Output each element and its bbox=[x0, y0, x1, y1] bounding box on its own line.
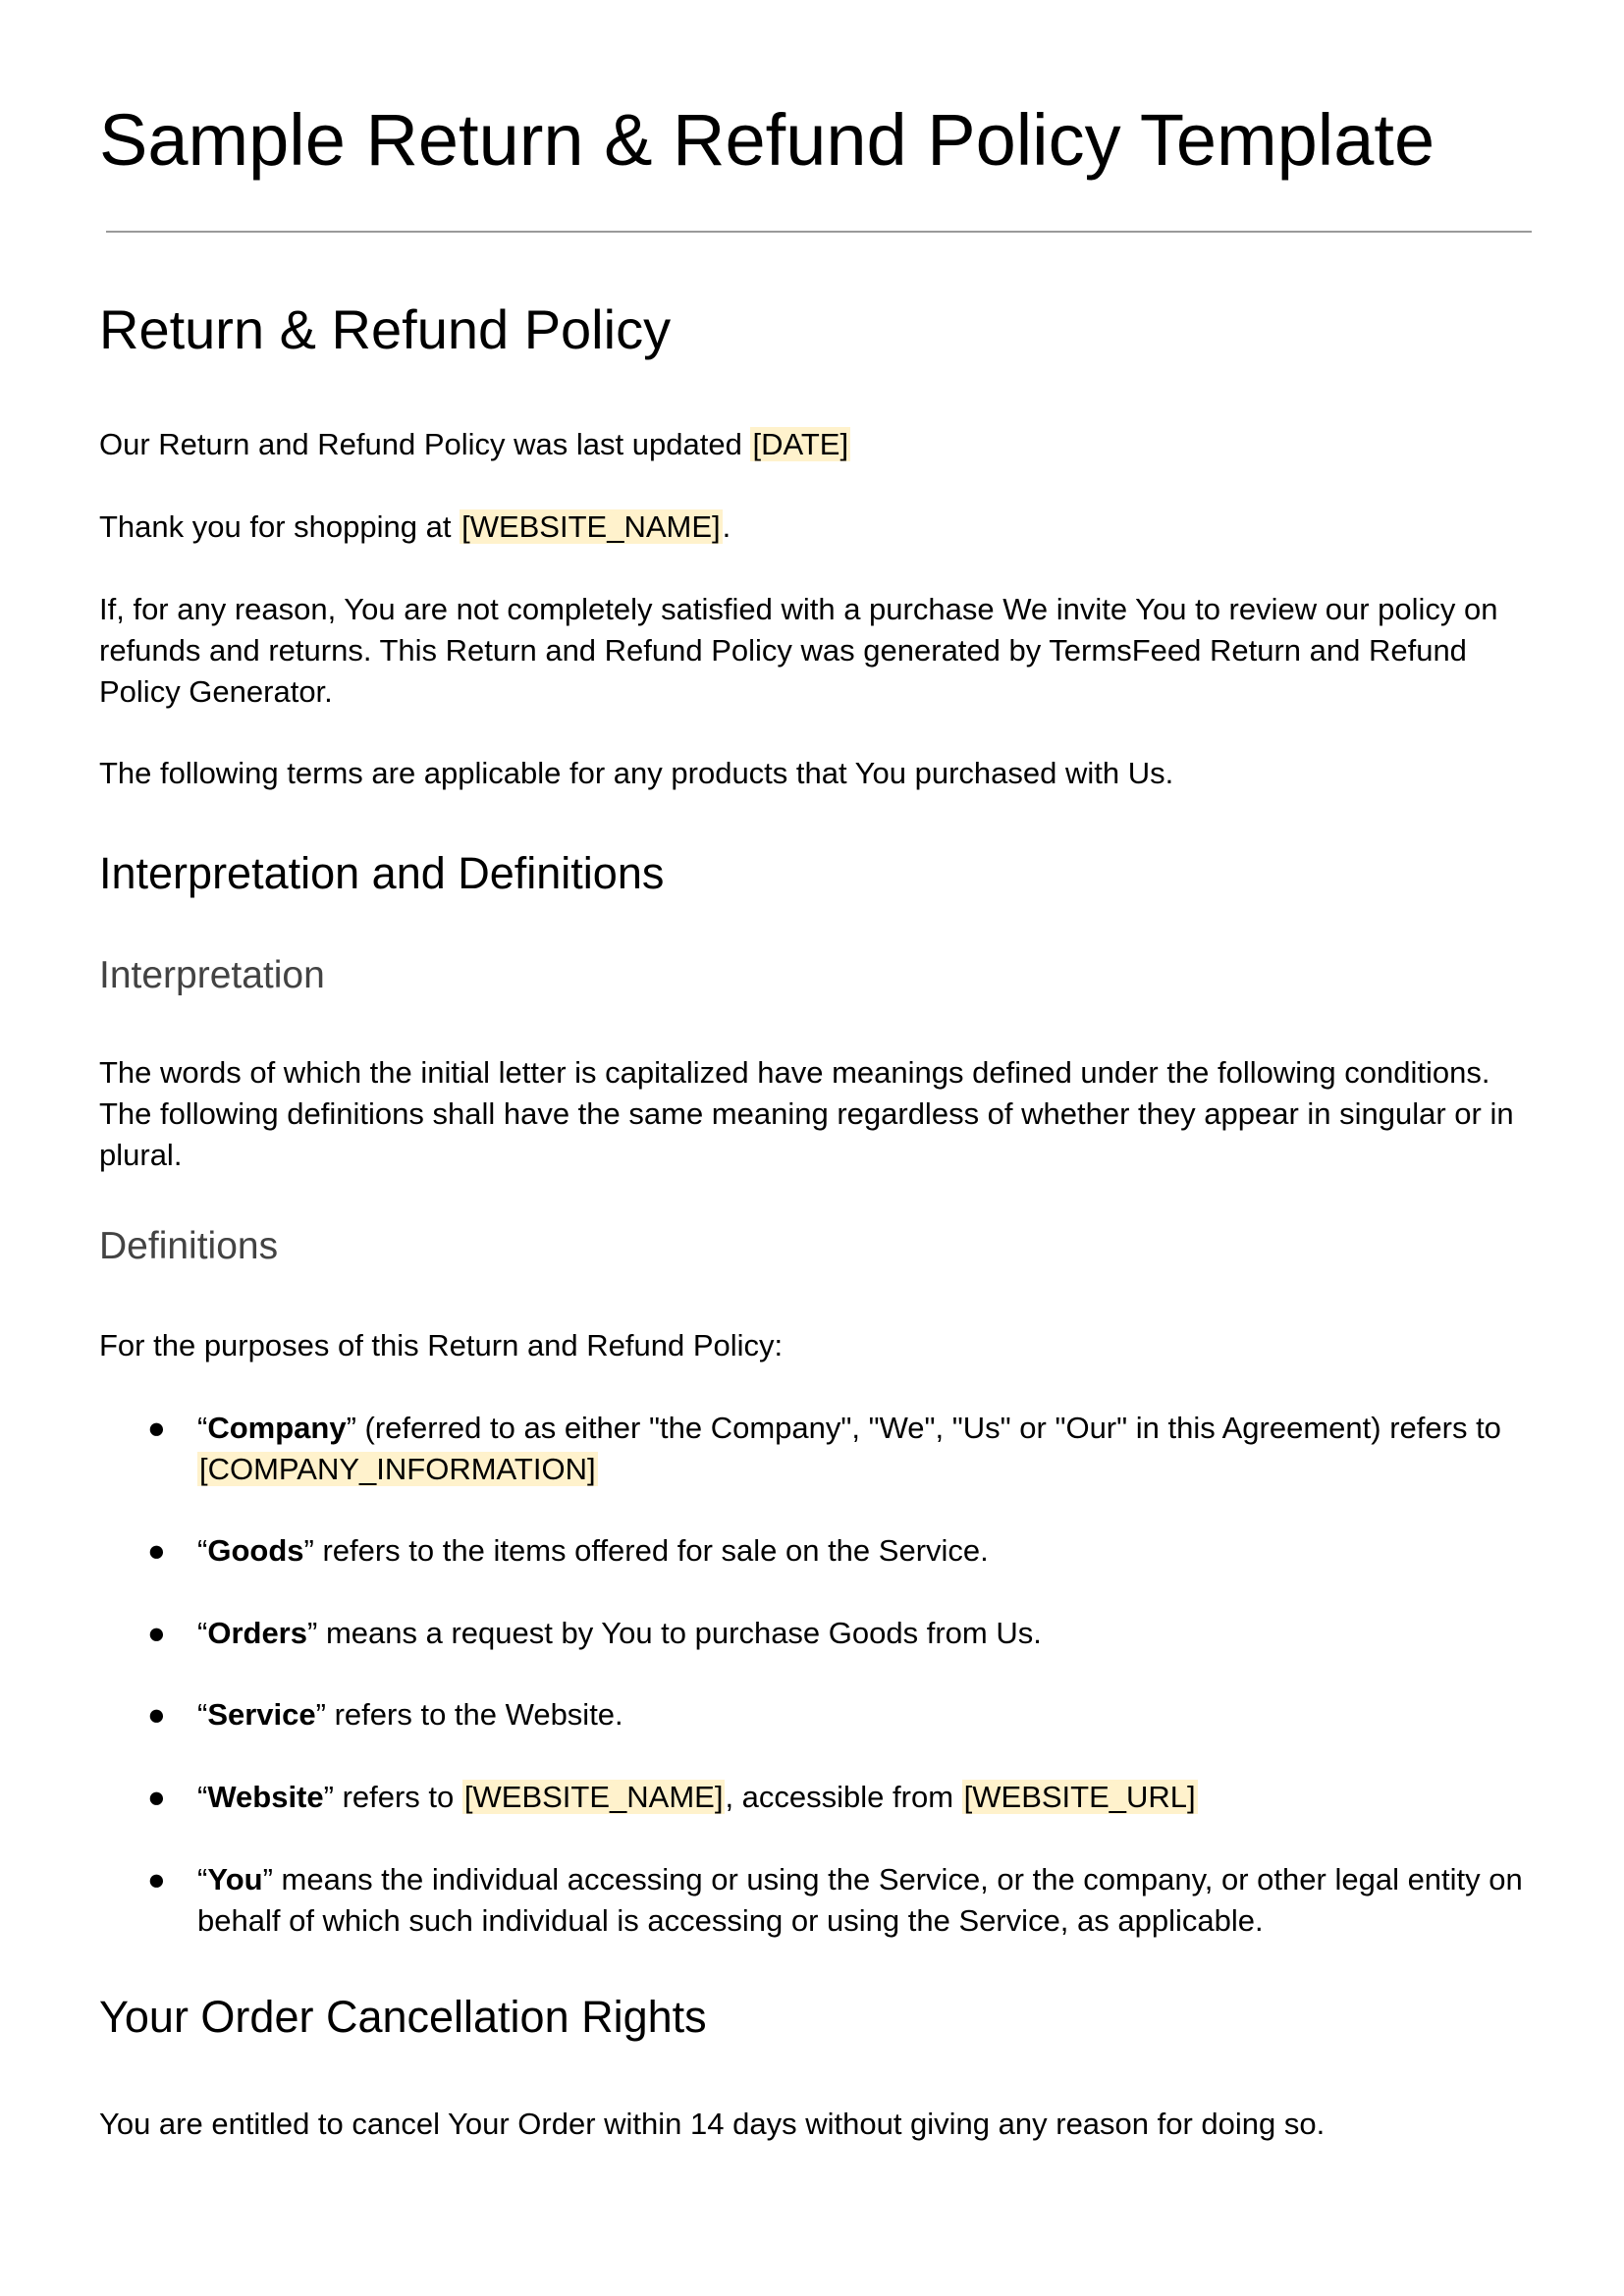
bullet-icon: ● bbox=[147, 1411, 166, 1445]
section-heading-cancellation-rights: Your Order Cancellation Rights bbox=[99, 1992, 707, 2042]
close-quote: ” bbox=[303, 1533, 314, 1568]
website-url-placeholder: [WEBSITE_URL] bbox=[963, 1780, 1196, 1814]
definition-text: means the individual accessing or using the Service, or the company, or other legal entity on behalf of which such individual is accessing or using the Service, as applicable. bbox=[197, 1862, 1523, 1938]
document-title: Sample Return & Refund Policy Template bbox=[99, 99, 1435, 181]
term-website: Website bbox=[207, 1780, 324, 1814]
bullet-icon: ● bbox=[147, 1616, 166, 1650]
term-you: You bbox=[207, 1862, 263, 1896]
close-quote: ” bbox=[315, 1697, 326, 1732]
intro-paragraph: If, for any reason, You are not completely satisfied with a purchase We invite You to review our policy on refunds and returns. This Return and Refund Policy was generated by TermsFeed Return and Refund Policy Generator. bbox=[99, 592, 1498, 709]
interpretation-paragraph: The words of which the initial letter is capitalized have meanings defined under the following conditions. The following definitions shall have the same meaning regardless of whether they appear in singular or in plural. bbox=[99, 1055, 1514, 1172]
term-service: Service bbox=[207, 1697, 316, 1732]
open-quote: “ bbox=[197, 1616, 208, 1650]
title-divider bbox=[106, 231, 1532, 233]
thanks-text: Thank you for shopping at bbox=[99, 509, 452, 544]
definition-you bbox=[197, 1859, 1533, 1942]
definition-text-2: , accessible from bbox=[725, 1780, 954, 1814]
term-goods: Goods bbox=[207, 1533, 304, 1568]
definition-orders bbox=[197, 1613, 1533, 1654]
policy-heading: Return & Refund Policy bbox=[99, 298, 672, 360]
term-orders: Orders bbox=[207, 1616, 307, 1650]
definition-website bbox=[197, 1777, 1533, 1818]
open-quote: “ bbox=[197, 1411, 208, 1445]
thanks-line bbox=[99, 507, 1543, 548]
website-name-placeholder: [WEBSITE_NAME] bbox=[461, 509, 721, 544]
definition-goods bbox=[197, 1530, 1533, 1572]
definition-text: refers to the Website. bbox=[325, 1697, 623, 1732]
bullet-icon: ● bbox=[147, 1862, 166, 1896]
open-quote: “ bbox=[197, 1862, 208, 1896]
section-heading-interpretation-definitions: Interpretation and Definitions bbox=[99, 848, 665, 898]
definition-text: means a request by You to purchase Goods from Us. bbox=[317, 1616, 1042, 1650]
subsection-heading-interpretation: Interpretation bbox=[99, 954, 325, 996]
close-quote: ” bbox=[307, 1616, 318, 1650]
open-quote: “ bbox=[197, 1780, 208, 1814]
term-company: Company bbox=[207, 1411, 347, 1445]
last-updated-text: Our Return and Refund Policy was last updated bbox=[99, 427, 742, 461]
definition-text: refers to the items offered for sale on the Service. bbox=[313, 1533, 989, 1568]
close-quote: ” bbox=[323, 1780, 334, 1814]
open-quote: “ bbox=[197, 1533, 208, 1568]
definitions-intro: For the purposes of this Return and Refund Policy: bbox=[99, 1328, 784, 1362]
subsection-heading-definitions: Definitions bbox=[99, 1225, 279, 1267]
bullet-icon: ● bbox=[147, 1533, 166, 1568]
last-updated-line bbox=[99, 424, 1543, 465]
close-quote: ” bbox=[262, 1862, 273, 1896]
company-information-placeholder: [COMPANY_INFORMATION] bbox=[199, 1452, 596, 1486]
definition-service bbox=[197, 1694, 1533, 1735]
thanks-suffix: . bbox=[722, 509, 731, 544]
definition-text: refers to bbox=[333, 1780, 455, 1814]
definition-text: (referred to as either "the Company", "We", "Us" or "Our" in this Agreement) refers to bbox=[355, 1411, 1501, 1445]
definition-company bbox=[197, 1408, 1533, 1490]
close-quote: ” bbox=[346, 1411, 356, 1445]
applicability-paragraph: The following terms are applicable for any products that You purchased with Us. bbox=[99, 756, 1174, 790]
bullet-icon: ● bbox=[147, 1780, 166, 1814]
date-placeholder: [DATE] bbox=[752, 427, 849, 461]
website-name-placeholder: [WEBSITE_NAME] bbox=[463, 1780, 724, 1814]
bullet-icon: ● bbox=[147, 1697, 166, 1732]
open-quote: “ bbox=[197, 1697, 208, 1732]
cancellation-paragraph: You are entitled to cancel Your Order within 14 days without giving any reason for doing so. bbox=[99, 2107, 1326, 2141]
